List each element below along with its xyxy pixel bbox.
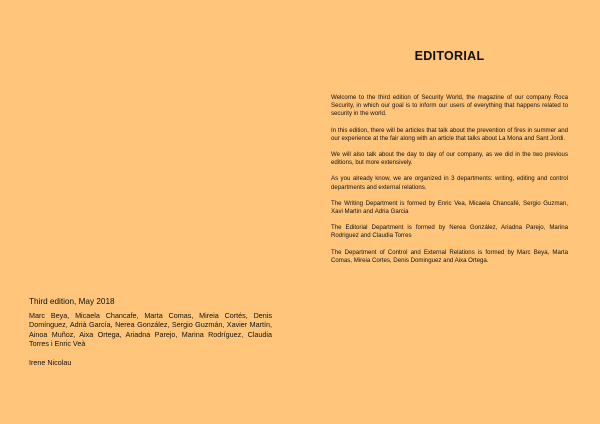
editorial-body [331, 94, 568, 273]
editorial-paragraph-writing: The Writing Department is formed by Enric Vea, Micaela Chancafé, Sergio Guzman, Xavi Martin and Adria Garcia [331, 199, 568, 216]
editorial-paragraph-company: We will also talk about the day to day of our company, as we did in the two previous editions, but more extensively. [331, 151, 568, 167]
editorial-paragraph-control: The Department of Control and External Relations is formed by Marc Beya, Marta Comas, Mireia Cortes, Denis Dominguez and Aixa Ortega. [331, 248, 568, 264]
page-title: EDITORIAL [414, 49, 485, 63]
credits-block [29, 297, 272, 367]
edition-label: Third edition, May 2018 [29, 297, 115, 306]
editorial-paragraph-welcome: Welcome to the third edition of Security World, the magazine of our company Roca Security, in which our goal is to inform our users of everything that happens related to security in the world. [331, 94, 568, 118]
editorial-page [331, 0, 568, 424]
editorial-paragraph-editorial: The Editorial Department is formed by Nerea González, Ariadna Parejo, Marina Rodriguez and Claudia Torres [331, 224, 568, 240]
editorial-paragraph-departments: As you already know, we are organized in 3 departments: writing, editing and control departments and external relations. [331, 175, 568, 191]
contributors-list: Marc Beya, Micaela Chancafe, Marta Comas, Mireia Cortés, Denis Domínguez, Adrià García, Nerea González, Sergio Guzmán, Xavier Martín, Ainoa Muñoz, Aixa Ortega, Ariadna Parejo, Marina Rodríguez, Claudia Torres i Enric Veà [29, 311, 272, 348]
editorial-paragraph-articles: In this edition, there will be articles that talk about the prevention of fires in summer and our experience at the fair along with an article that talks about La Mona and Sant Jordi. [331, 126, 568, 142]
editor-name: Irene Nicolau [29, 358, 72, 368]
